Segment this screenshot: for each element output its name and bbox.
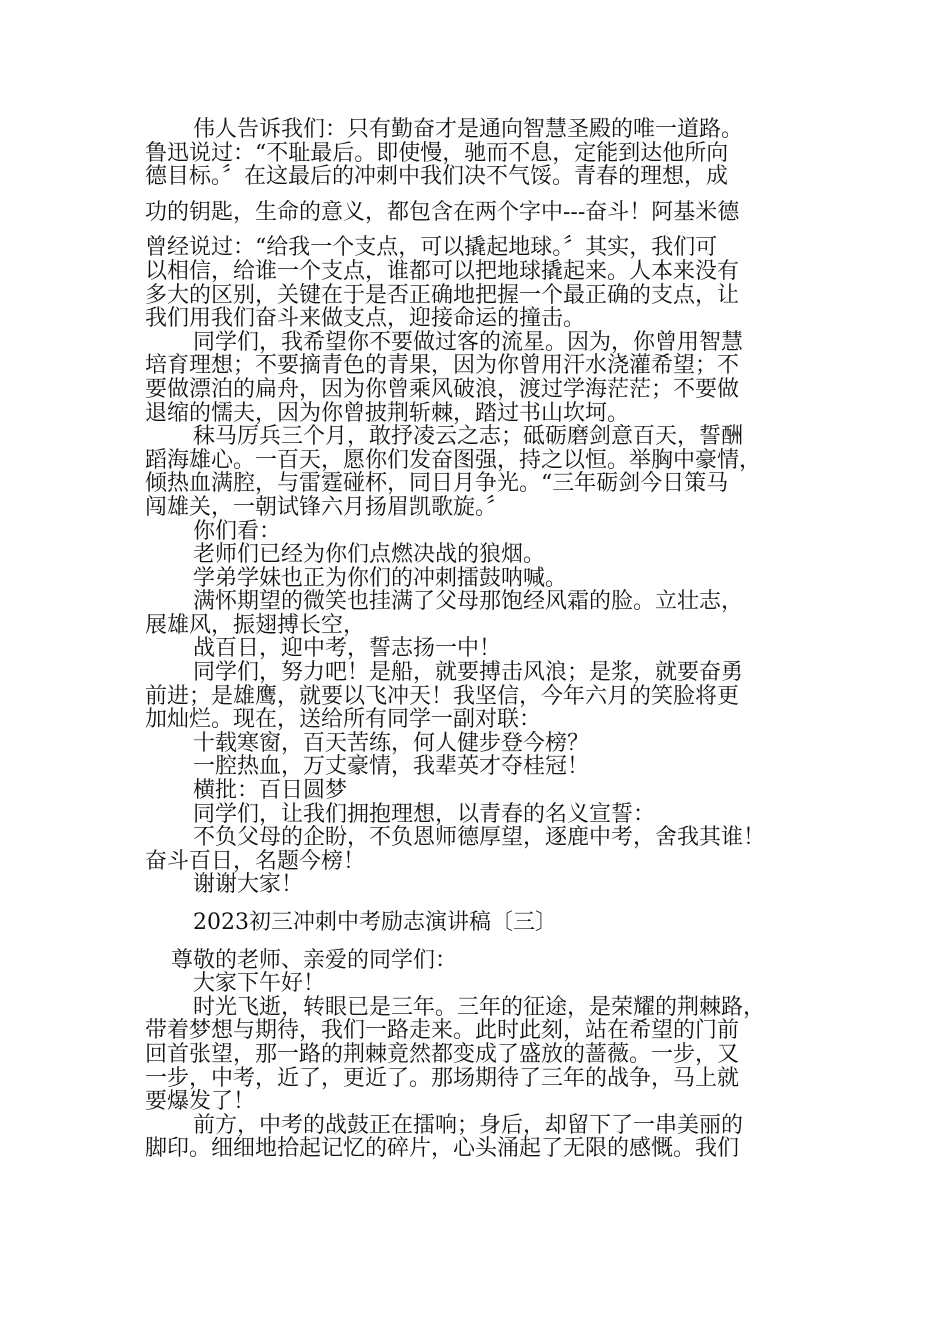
text-line: 以相信，给谁一个支点，谁都可以把地球撬起来。人本来没有 — [145, 258, 740, 284]
text-line: 学弟学妹也正为你们的冲刺擂鼓呐喊。 — [193, 565, 568, 591]
text-line: 同学们，让我们拥抱理想，以青春的名义宣誓： — [193, 801, 656, 827]
text-line: 十载寒窗，百天苦练，何人健步登今榜？ — [193, 730, 590, 756]
text-line: 奋斗百日，名题今榜！ — [145, 848, 366, 874]
text-line: 同学们，我希望你不要做过客的流星。因为，你曾用智慧 — [193, 329, 744, 355]
text-line: 曾经说过：“给我一个支点，可以撬起地球。〞其实，我们可 — [145, 235, 718, 261]
text-line: 德目标。〞在这最后的冲刺中我们决不气馁。青春的理想，成 — [145, 164, 729, 190]
text-line: 大家下午好！ — [193, 971, 326, 997]
text-line: 秣马厉兵三个月，敢抒凌云之志；砥砺磨剑意百天，誓酬 — [193, 424, 744, 450]
text-line: 脚印。细细地拾起记忆的碎片，心头涌起了无限的感慨。我们 — [145, 1136, 740, 1162]
text-line: 回首张望，那一路的荆棘竟然都变成了盛放的蔷薇。一步，又 — [145, 1041, 740, 1067]
text-line: 前进；是雄鹰，就要以飞冲天！我坚信，今年六月的笑脸将更 — [145, 683, 740, 709]
text-line: 展雄风，振翅搏长空， — [145, 612, 366, 638]
text-line: 蹈海雄心。一百天，愿你们发奋图强，持之以恒。举胸中豪情， — [145, 447, 762, 473]
text-line: 你们看： — [193, 518, 282, 544]
text-line: 同学们，努力吧！是船，就要搏击风浪；是浆，就要奋勇 — [193, 660, 744, 686]
text-line: 一腔热血，万丈豪情，我辈英才夺桂冠！ — [193, 754, 590, 780]
text-line: 要爆发了！ — [145, 1089, 256, 1115]
text-line: 伟人告诉我们：只有勤奋才是通向智慧圣殿的唯一道路。 — [193, 117, 744, 142]
text-line: 多大的区别，关键在于是否正确地把握一个最正确的支点，让 — [145, 282, 740, 308]
text-line: 倾热血满腔，与雷霆碰杯，同日月争光。“三年砺剑今日策马 — [145, 471, 729, 497]
text-line: 横批：百日圆梦 — [193, 778, 348, 804]
text-line: 要做漂泊的扁舟，因为你曾乘风破浪，渡过学海茫茫；不要做 — [145, 376, 740, 402]
text-line: 退缩的懦夫，因为你曾披荆斩棘，踏过书山坎坷。 — [145, 400, 630, 426]
text-line: 尊敬的老师、亲爱的同学们： — [171, 947, 458, 973]
text-line: 鲁迅说过：“不耻最后。即使慢，驰而不息，定能到达他所向 — [145, 140, 729, 166]
text-line: 不负父母的企盼，不负恩师德厚望，逐鹿中考，舍我其谁！ — [193, 825, 766, 851]
text-line: 老师们已经为你们点燃决战的狼烟。 — [193, 542, 546, 568]
text-line: 满怀期望的微笑也挂满了父母那饱经风霜的脸。立壮志， — [193, 589, 744, 615]
text-line: 时光飞逝，转眼已是三年。三年的征途，是荣耀的荆棘路， — [193, 994, 766, 1020]
section-title: 2023初三冲刺中考励志演讲稿〔三〕 — [193, 910, 557, 935]
document-page — [145, 118, 835, 1161]
text-line: 加灿烂。现在，送给所有同学一副对联： — [145, 707, 542, 733]
text-line: 一步，中考，近了，更近了。那场期待了三年的战争，马上就 — [145, 1065, 740, 1091]
text-line: 培育理想；不要摘青色的青果，因为你曾用汗水浇灌希望；不 — [145, 353, 740, 379]
text-line: 闯雄关，一朝试锋六月扬眉凯歌旋。〞 — [145, 494, 509, 520]
text-line: 谢谢大家！ — [193, 872, 304, 898]
text-line: 功的钥匙，生命的意义，都包含在两个字中---奋斗！阿基米德 — [145, 199, 740, 225]
text-line: 战百日，迎中考，誓志扬一中！ — [193, 636, 502, 662]
text-line: 带着梦想与期待，我们一路走来。此时此刻，站在希望的门前 — [145, 1018, 740, 1044]
text-line: 我们用我们奋斗来做支点，迎接命运的撞击。 — [145, 306, 586, 332]
text-line: 前方，中考的战鼓正在擂响；身后，却留下了一串美丽的 — [193, 1112, 744, 1138]
